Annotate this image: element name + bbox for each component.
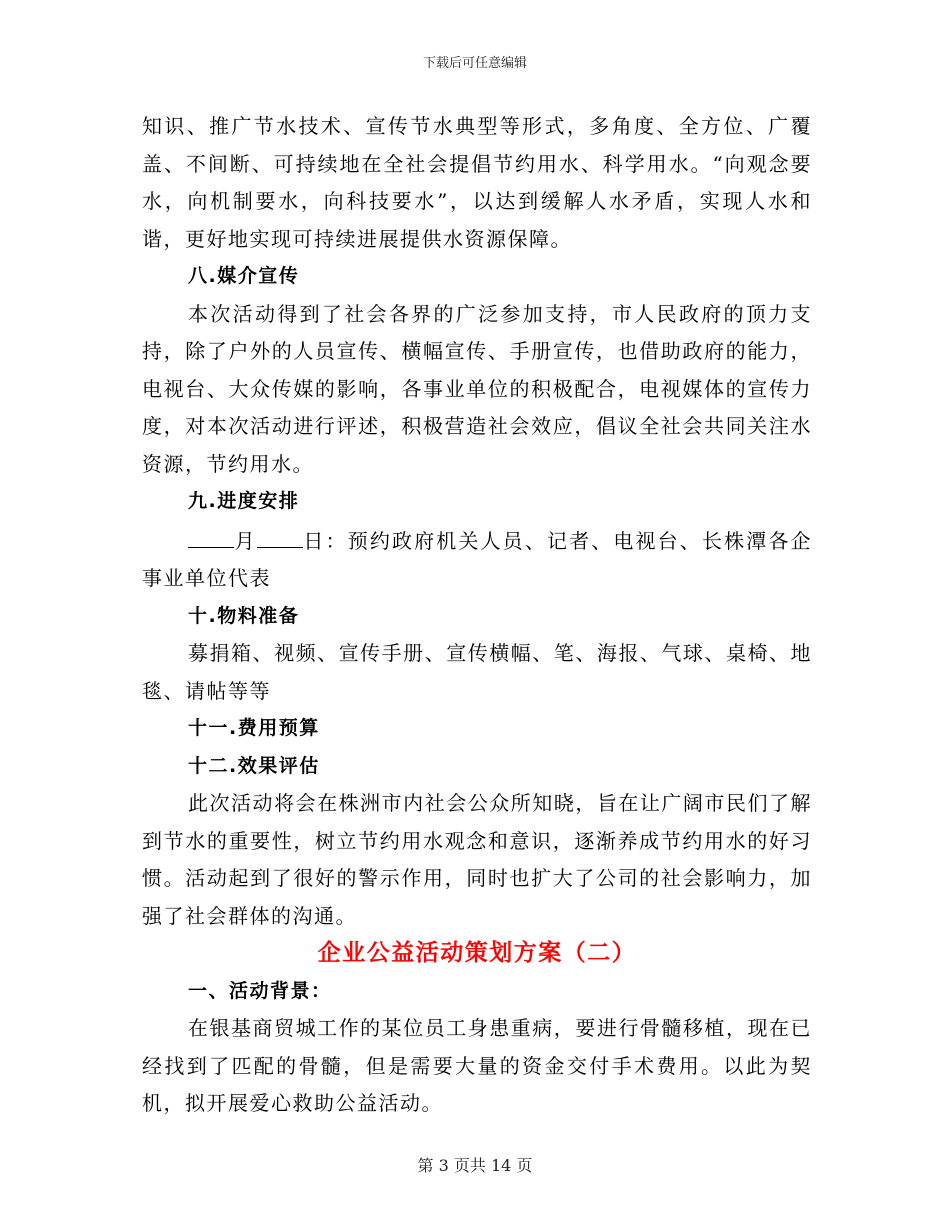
blank-day-line — [257, 521, 303, 548]
paragraph-section-9 — [142, 521, 812, 598]
paragraph-background: 在银基商贸城工作的某位员工身患重病，要进行骨髓移植，现在已经找到了匹配的骨髓，但是需要大量的资金交付手术费用。以此为契机，拟开展爱心救助公益活动。 — [142, 1016, 812, 1115]
heading-section-10: 十.物料准备 — [188, 604, 300, 627]
blank-month-line — [188, 521, 234, 548]
heading-section-11: 十一.费用预算 — [188, 717, 320, 739]
page-header-note: 下载后可任意编辑 — [422, 56, 527, 71]
heading-background: 一、活动背景： — [188, 979, 332, 1002]
paragraph-section-12: 此次活动将会在株洲市内社会公众所知晓，旨在让广阔市民们了解到节水的重要性，树立节约用水观念和意识，逐渐养成节约用水的好习惯。活动起到了很好的警示作用，同时也扩大了公司的社会影响力，加强了社会群体的沟通。 — [142, 791, 812, 928]
heading-section-8: 八.媒介宣传 — [188, 265, 300, 287]
page-footer-number: 第 3 页共 14 页 — [417, 1156, 533, 1175]
heading-section-9: 九.进度安排 — [188, 490, 300, 512]
schedule-detail: 日：预约政府机关人员、记者、电视台、长株潭各企事业单位代表 — [142, 528, 813, 590]
paragraph-section-10: 募捐箱、视频、宣传手册、宣传横幅、笔、海报、气球、桌椅、地毯、请帖等等 — [142, 641, 812, 703]
document-body — [142, 108, 812, 1123]
paragraph-intro: 知识、推广节水技术、宣传节水典型等形式，多角度、全方位、广覆盖、不间断、可持续地在全社会提倡节约用水、科学用水。“向观念要水，向机制要水，向科技要水”，以达到缓解人水矛盾，实现人水和谐，更好地实现可持续进展提供水资源保障。 — [142, 114, 812, 251]
heading-section-12: 十二.效果评估 — [188, 754, 320, 777]
document-title-part-2: 企业公益活动策划方案（二） — [317, 940, 637, 966]
paragraph-section-8: 本次活动得到了社会各界的广泛参加支持，市人民政府的顶力支持，除了户外的人员宣传、横幅宣传、手册宣传，也借助政府的能力，电视台、大众传媒的影响，各事业单位的积极配合，电视媒体的宣传力度，对本次活动进行评述，积极营造社会效应，倡议全社会共同关注水资源，节约用水。 — [142, 301, 812, 476]
schedule-month-label: 月 — [234, 528, 257, 553]
